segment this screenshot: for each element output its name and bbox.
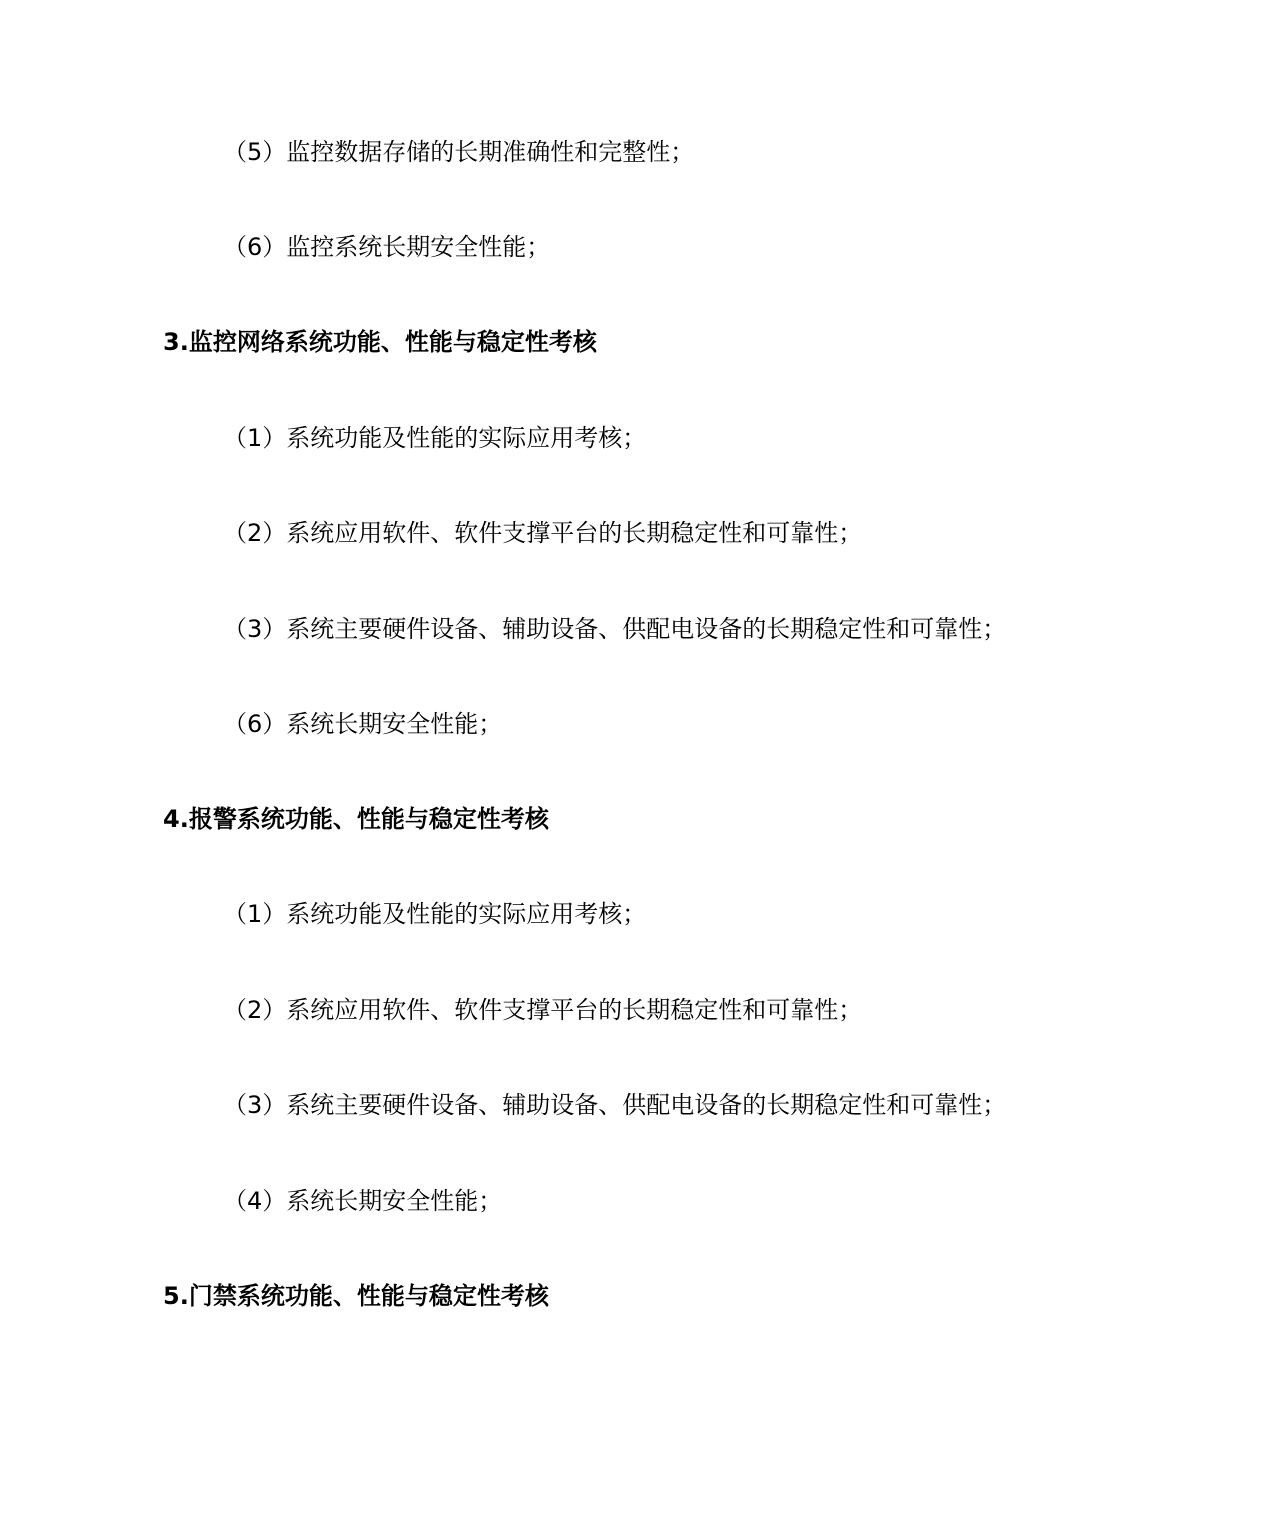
- section-heading: 4.报警系统功能、性能与稳定性考核: [163, 805, 549, 833]
- list-item: （1）系统功能及性能的实际应用考核；: [223, 900, 647, 928]
- list-item: （6）监控系统长期安全性能；: [223, 233, 551, 261]
- list-item: （3）系统主要硬件设备、辅助设备、供配电设备的长期稳定性和可靠性；: [223, 1091, 1007, 1119]
- list-item: （3）系统主要硬件设备、辅助设备、供配电设备的长期稳定性和可靠性；: [223, 615, 1007, 643]
- section-heading: 5.门禁系统功能、性能与稳定性考核: [163, 1282, 549, 1310]
- section-heading: 3.监控网络系统功能、性能与稳定性考核: [163, 328, 597, 356]
- list-item: （1）系统功能及性能的实际应用考核；: [223, 424, 647, 452]
- list-item: （6）系统长期安全性能；: [223, 710, 503, 738]
- list-item: （2）系统应用软件、软件支撑平台的长期稳定性和可靠性；: [223, 519, 863, 547]
- list-item: （4）系统长期安全性能；: [223, 1187, 503, 1215]
- list-item: （5）监控数据存储的长期准确性和完整性；: [223, 138, 695, 166]
- list-item: （2）系统应用软件、软件支撑平台的长期稳定性和可靠性；: [223, 996, 863, 1024]
